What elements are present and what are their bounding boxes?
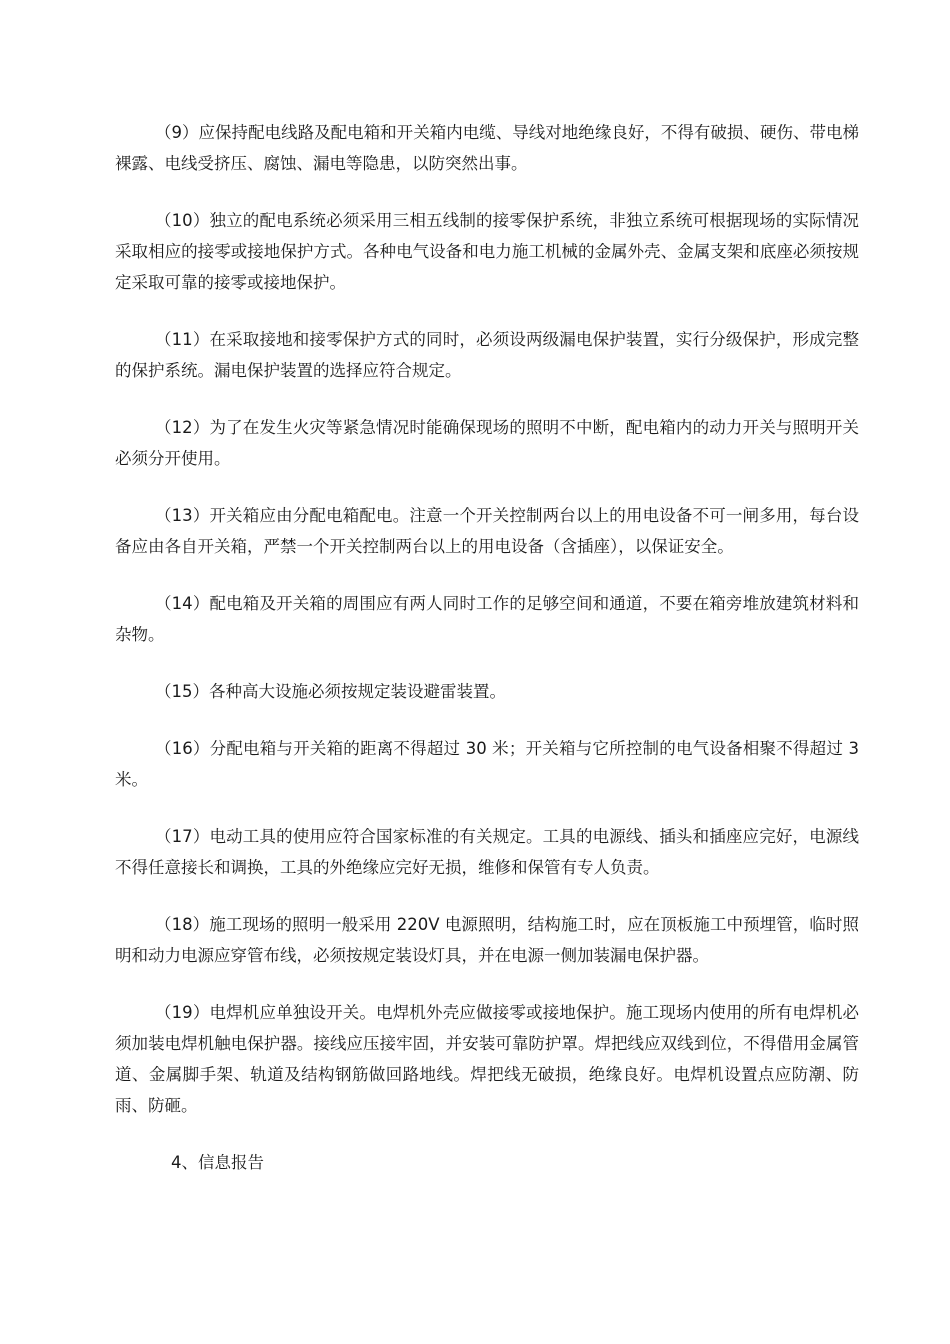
paragraph-item-18: （18）施工现场的照明一般采用 220V 电源照明，结构施工时，应在顶板施工中预埋管，临时照明和动力电源应穿管布线，必须按规定装设灯具，并在电源一侧加装漏电保护器。 bbox=[115, 915, 859, 965]
paragraph-item-10: （10）独立的配电系统必须采用三相五线制的接零保护系统，非独立系统可根据现场的实际情况采取相应的接零或接地保护方式。各种电气设备和电力施工机械的金属外壳、金属支架和底座必须按规定采取可靠的接零或接地保护。 bbox=[115, 211, 859, 292]
section-heading: 4、信息报告 bbox=[171, 1153, 264, 1172]
paragraph-item-14: （14）配电箱及开关箱的周围应有两人同时工作的足够空间和通道，不要在箱旁堆放建筑材料和杂物。 bbox=[115, 594, 859, 644]
paragraph-item-9: （9）应保持配电线路及配电箱和开关箱内电缆、导线对地绝缘良好，不得有破损、硬伤、带电梯裸露、电线受挤压、腐蚀、漏电等隐患，以防突然出事。 bbox=[115, 123, 859, 173]
paragraph-item-17: （17）电动工具的使用应符合国家标准的有关规定。工具的电源线、插头和插座应完好，电源线不得任意接长和调换，工具的外绝缘应完好无损，维修和保管有专人负责。 bbox=[115, 827, 859, 877]
paragraph-item-15: （15）各种高大设施必须按规定装设避雷装置。 bbox=[155, 682, 506, 701]
document-page bbox=[115, 117, 859, 1178]
paragraph-item-11: （11）在采取接地和接零保护方式的同时，必须设两级漏电保护装置，实行分级保护，形成完整的保护系统。漏电保护装置的选择应符合规定。 bbox=[115, 330, 859, 380]
paragraph-item-19: （19）电焊机应单独设开关。电焊机外壳应做接零或接地保护。施工现场内使用的所有电焊机必须加装电焊机触电保护器。接线应压接牢固，并安装可靠防护罩。焊把线应双线到位，不得借用金属管道、金属脚手架、轨道及结构钢筋做回路地线。焊把线无破损，绝缘良好。电焊机设置点应防潮、防雨、防砸。 bbox=[115, 1003, 859, 1115]
paragraph-item-12: （12）为了在发生火灾等紧急情况时能确保现场的照明不中断，配电箱内的动力开关与照明开关必须分开使用。 bbox=[115, 418, 859, 468]
paragraph-item-16: （16）分配电箱与开关箱的距离不得超过 30 米；开关箱与它所控制的电气设备相聚不得超过 3 米。 bbox=[115, 739, 859, 789]
paragraph-item-13: （13）开关箱应由分配电箱配电。注意一个开关控制两台以上的用电设备不可一闸多用，每台设备应由各自开关箱，严禁一个开关控制两台以上的用电设备（含插座），以保证安全。 bbox=[115, 506, 859, 556]
